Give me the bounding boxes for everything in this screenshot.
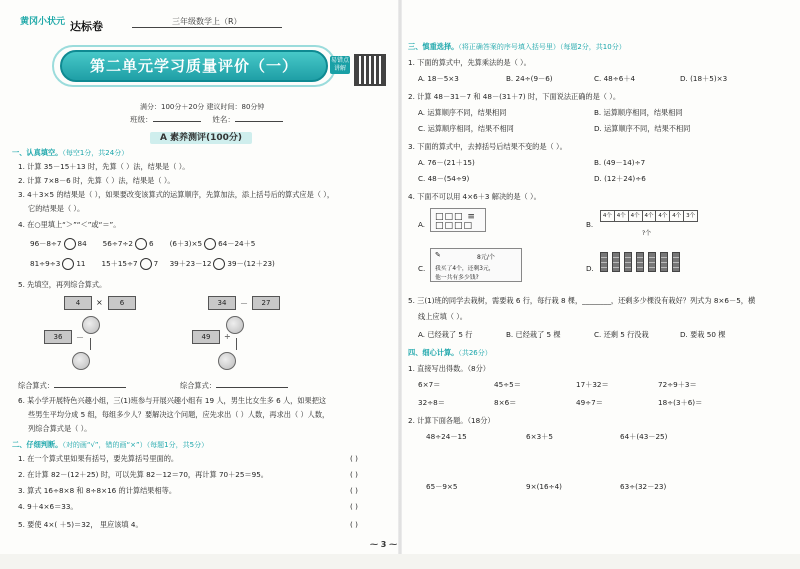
choice-3-b[interactable]: B. (49－14)÷7 xyxy=(594,158,646,167)
squares-icon: □□□ ≡ xyxy=(435,212,476,222)
direct-calc[interactable]: 17＋32＝ xyxy=(576,380,609,389)
choice-2: 2. 计算 48－31－7 和 48－(31＋7) 时，下面说法正确的是（ ）。 xyxy=(408,92,621,101)
section-2-heading: 二、仔细判断。（对的画“√”，错的画“×”）（每题1分，共5分） xyxy=(12,440,209,449)
right-column xyxy=(408,38,790,548)
apple-icon[interactable] xyxy=(72,352,90,370)
tree-box: 27 xyxy=(252,296,280,310)
compare-circle[interactable] xyxy=(62,258,74,270)
step-calc[interactable]: 6×3＋5 xyxy=(526,432,553,441)
class-label: 班级： xyxy=(130,115,153,124)
block-stack-icon xyxy=(648,252,656,272)
option-a-picture xyxy=(430,208,486,232)
apple-icon[interactable] xyxy=(218,352,236,370)
choice-1-a[interactable]: A. 18－5×3 xyxy=(418,74,459,83)
choice-2-c[interactable]: C. 运算顺序相同，结果不相同 xyxy=(418,124,514,133)
choice-2-b[interactable]: B. 运算顺序相同，结果相同 xyxy=(594,108,683,117)
choice-4-b[interactable]: B. xyxy=(586,220,594,229)
q1-5: 5. 先填空，再列综合算式。 xyxy=(18,280,107,289)
choice-3-c[interactable]: C. 48－(54÷9) xyxy=(418,174,470,183)
name-field[interactable] xyxy=(235,114,283,122)
judge-2: 2. 在计算 82－(12＋25) 时，可以先算 82－12＝70，再计算 70＋25＝95。 xyxy=(18,470,268,479)
tree-stem xyxy=(90,338,91,350)
left-column xyxy=(12,8,390,548)
brand-logo: 黄冈小状元 xyxy=(20,17,66,27)
calc-2-heading: 2. 计算下面各题。（18分） xyxy=(408,416,495,425)
choice-2-d[interactable]: D. 运算顺序不同，结果不相同 xyxy=(594,124,691,133)
compare-circle[interactable] xyxy=(213,258,225,270)
choice-1-d[interactable]: D. (18＋5)×3 xyxy=(680,74,728,83)
calc-1-heading: 1. 直接写出得数。（8分） xyxy=(408,364,490,373)
apple-icon[interactable] xyxy=(82,316,100,334)
compare-row-2: 81÷9÷3 11 15＋15÷7 7 39＋23－12 39－(12＋23) xyxy=(30,259,275,268)
option-b-total: ?个 xyxy=(642,230,652,237)
compare-row-1: 96－8÷7 84 56÷7÷2 6 (6＋3)×5 64－24＋5 xyxy=(30,239,256,248)
section-a-title: A 素养测评(100分) xyxy=(12,130,390,143)
tree-op: － xyxy=(240,299,248,308)
step-calc[interactable]: 64＋(43－25) xyxy=(620,432,668,441)
block-stack-icon xyxy=(612,252,620,272)
choice-5a: 5. 三(1)班的同学去栽树，需要栽 6 行，每行栽 8 棵，________，还剩多少棵没有栽好？列式为 8×6－5，横 xyxy=(408,296,756,305)
choice-4-a[interactable]: A. xyxy=(418,220,426,229)
direct-calc[interactable]: 8×6＝ xyxy=(494,398,517,407)
block-stack-icon xyxy=(624,252,632,272)
choice-5-d[interactable]: D. 要栽 50 棵 xyxy=(680,330,726,339)
q1-1: 1. 计算 35－15＋13 时，先算（ ）法，结果是（ ）。 xyxy=(18,162,190,171)
choice-4-d[interactable]: D. xyxy=(586,264,594,273)
q1-6b: 些男生平均分成 5 组，每组多少人？要解决这个问题，应先求出（ ）人数，再求出（ ）人数， xyxy=(28,410,330,419)
q1-6c: 列综合算式是（ ）。 xyxy=(28,424,92,433)
combined-formula-2: 综合算式： xyxy=(180,380,288,391)
header-bar xyxy=(12,8,390,36)
judge-1: 1. 在一个算式里如果有括号，要先算括号里面的。 xyxy=(18,454,179,463)
choice-4: 4. 下面不可以用 4×6＋3 解决的是（ ）。 xyxy=(408,192,541,201)
tree-box: 36 xyxy=(44,330,72,344)
judge-4: 4. 9＋4×6＝33。 xyxy=(18,502,78,511)
tree-stem xyxy=(236,338,237,350)
choice-3-a[interactable]: A. 76－(21＋15) xyxy=(418,158,475,167)
compare-circle[interactable] xyxy=(135,238,147,250)
q1-2: 2. 计算 7×8－6 时，先算（ ）法，结果是（ ）。 xyxy=(18,176,175,185)
q1-6a: 6. 某小学开展特色兴趣小组，三(1)班参与开展兴趣小组有 19 人，男生比女生多 6 人，如果把这 xyxy=(18,396,327,405)
step-calc[interactable]: 65－9×5 xyxy=(426,482,458,491)
tree-op: × xyxy=(96,298,103,307)
tree-box: 34 xyxy=(208,296,236,310)
direct-calc[interactable]: 18÷(3＋6)＝ xyxy=(658,398,703,407)
qr-label: 易错点讲解 xyxy=(331,57,350,72)
q1-4: 4. 在○里填上“＞”“＜”或“＝”。 xyxy=(18,220,121,229)
direct-calc[interactable]: 45÷5＝ xyxy=(494,380,521,389)
page-fold xyxy=(398,0,402,569)
step-calc[interactable]: 63÷(32－23) xyxy=(620,482,667,491)
judge-answer[interactable]: ( ) xyxy=(350,520,358,529)
tree-op: ÷ xyxy=(224,332,231,341)
judge-answer[interactable]: ( ) xyxy=(350,470,358,479)
squares-icon: □□□□ xyxy=(435,221,474,231)
option-b-bar: 4个 4个 4个 4个 4个 4个 3个 xyxy=(600,210,698,222)
grade-label: 三年级数学上（R） xyxy=(132,16,282,28)
choice-1-b[interactable]: B. 24÷(9－6) xyxy=(506,74,553,83)
student-info xyxy=(130,114,283,125)
choice-1: 1. 下面的算式中，先算乘法的是（ ）。 xyxy=(408,58,531,67)
direct-calc[interactable]: 49÷7＝ xyxy=(576,398,603,407)
tree-op: － xyxy=(76,333,84,342)
block-stack-icon xyxy=(636,252,644,272)
step-calc[interactable]: 48÷24－15 xyxy=(426,432,467,441)
qr-block[interactable] xyxy=(330,54,390,88)
level-label: 达标卷 xyxy=(70,20,103,33)
compare-circle[interactable] xyxy=(64,238,76,250)
option-c-picture: ✎ 8元/个 我买了4个，还剩3元， 他一共有多少钱? xyxy=(430,248,522,282)
option-d-picture xyxy=(600,252,696,274)
block-stack-icon xyxy=(660,252,668,272)
judge-answer[interactable]: ( ) xyxy=(350,502,358,511)
class-field[interactable] xyxy=(153,114,201,122)
tree-box: 6 xyxy=(108,296,136,310)
judge-answer[interactable]: ( ) xyxy=(350,486,358,495)
direct-calc[interactable]: 6×7＝ xyxy=(418,380,441,389)
exam-meta: 满分：100分＋20分 建议时间：80分钟 xyxy=(140,103,265,111)
judge-3: 3. 算式 16÷8×8 和 8÷8×16 的计算结果相等。 xyxy=(18,486,177,495)
block-stack-icon xyxy=(600,252,608,272)
bottom-margin xyxy=(0,554,800,569)
section-1-heading: 一、认真填空。（每空1分，共24分） xyxy=(12,148,129,157)
section-3-heading: 三、慎重选择。（将正确答案的序号填入括号里）（每题2分，共10分） xyxy=(408,42,626,51)
judge-answer[interactable]: ( ) xyxy=(350,454,358,463)
compare-circle[interactable] xyxy=(140,258,152,270)
pencil-icon: ✎ xyxy=(435,251,441,259)
tree-box: 49 xyxy=(192,330,220,344)
q1-3b: 它的结果是（ ）。 xyxy=(28,204,85,213)
choice-4-c[interactable]: C. xyxy=(418,264,426,273)
combined-formula-1: 综合算式： xyxy=(18,380,126,391)
tree-box: 4 xyxy=(64,296,92,310)
name-label: 姓名： xyxy=(212,115,235,124)
qr-code-icon[interactable] xyxy=(354,54,386,86)
page-number: ⁓ 3 ⁓ xyxy=(370,540,398,549)
choice-1-c[interactable]: C. 48÷6＋4 xyxy=(594,74,636,83)
compare-circle[interactable] xyxy=(204,238,216,250)
step-calc[interactable]: 9×(16÷4) xyxy=(526,482,562,491)
page-title: 第二单元学习质量评价（一） xyxy=(60,50,328,82)
block-stack-icon xyxy=(672,252,680,272)
choice-5-c[interactable]: C. 还剩 5 行没栽 xyxy=(594,330,649,339)
q1-3a: 3. 4＋3×5 的结果是（ ），如果要改变该算式的运算顺序，先算加法，添上括号后的算式应是（ ）， xyxy=(18,190,335,199)
choice-5-b[interactable]: B. 已经栽了 5 棵 xyxy=(506,330,561,339)
judge-5: 5. 要使 4×( ＋5)＝32， 里应该填 4。 xyxy=(18,520,143,529)
direct-calc[interactable]: 32÷8＝ xyxy=(418,398,445,407)
choice-3-d[interactable]: D. (12＋24)÷6 xyxy=(594,174,646,183)
choice-5-a[interactable]: A. 已经栽了 5 行 xyxy=(418,330,473,339)
choice-2-a[interactable]: A. 运算顺序不同，结果相同 xyxy=(418,108,507,117)
choice-3: 3. 下面的算式中，去掉括号后结果不变的是（ ）。 xyxy=(408,142,567,151)
section-4-heading: 四、细心计算。（共26分） xyxy=(408,348,492,357)
direct-calc[interactable]: 72÷9＋3＝ xyxy=(658,380,697,389)
choice-5b: 线上应填（ ）。 xyxy=(418,312,467,321)
